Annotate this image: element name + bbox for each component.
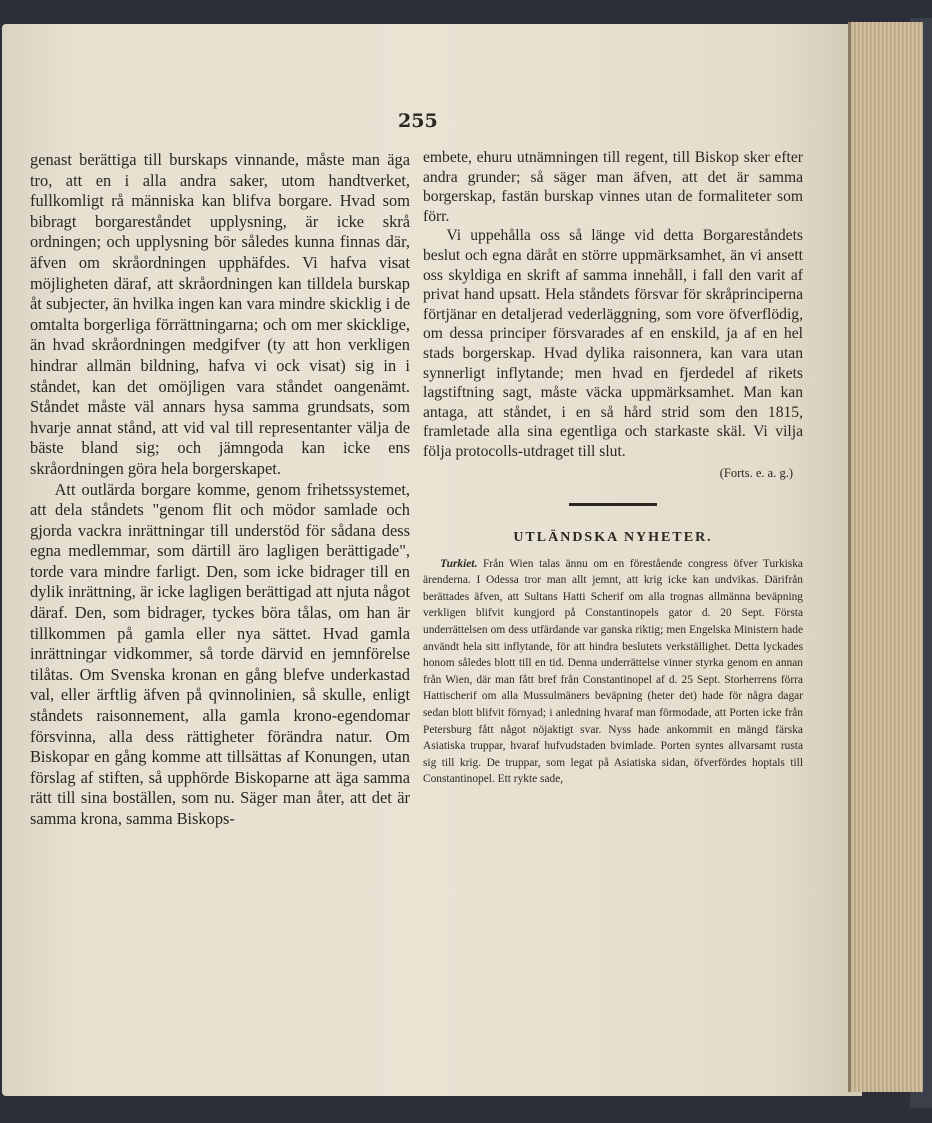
left-column bbox=[30, 150, 410, 830]
right-paragraph-1: embete, ehuru utnämningen till regent, till Biskop sker efter andra grunder; så säger man äfven, att det är samma borgerskap, fastän burskap vinnes utan de formaliteter som förr. bbox=[423, 149, 803, 225]
news-place: Turkiet. bbox=[440, 557, 478, 570]
page-number: 255 bbox=[398, 110, 438, 132]
news-text: Från Wien talas ännu om en förestående congress öfver Turkiska ärenderna. I Odessa tror man allt jemnt, att krig icke kan undvikas. Därifrån berättades äfven, att Sultans Hatti Scherif om alla trognas allmänna beväpning verkligen blifvit kungjord på Constantinopels gator d. 20 Sept. Första underrättelsen om dess utfärdande var ganska riktig; men Engelska Ministern hade användt hela sitt inflytande, för att hindra beslutets verkställighet. Detta lyckades honom således blott till en tid. Denna underrättelse vinner styrka genom en annan från Wien, där man fått bref från Constantinopel af d. 25 Sept. Storherrens förra Hattischerif om alla Mussulmäners beväpning (heter det) hade för några dagar sedan blott blifvit förnyad; i anledning hvaraf man förmodade, att Porten icke från Petersburg fått något nöjaktigt svar. Nyss hade ankommit en mängd färska Asiatiska truppar, hvaraf hufvudstaden bvimlade. Porten syntes allvarsamt rusta sig till krig. De truppar, som legat på Asiatiska sidan, öfverfördes hoptals till Constantinopel. Ett rykte sade, bbox=[423, 557, 803, 786]
news-paragraph bbox=[423, 556, 803, 788]
page-edges bbox=[848, 22, 923, 1092]
news-section bbox=[423, 556, 803, 788]
right-paragraph-2: Vi uppehålla oss så länge vid detta Borgareståndets beslut och egna däråt en större uppmärksamhet, än vi ansett oss skyldiga en skrift af samma innehåll, i fall den varit af privat hand upsatt. Hela ståndets försvar för skråprinciperna förtjänar en detaljerad vederläggning, som vore öfverflödig, om dessa principer försvarades af en enskild, ja af en hel stads borgerskap. Hvad dylika raisonnera, kan vara utan synnerligt inflytande; men hvad en fjerdedel af rikets lagstiftning sagt, måste väcka uppmärksamhet. Man kan antaga, att ståndet, i en så hård strid som den 1815, framletade alla sina egentliga och starkaste skäl. Vi vilja följa protocolls-utdraget till slut. bbox=[423, 227, 803, 460]
right-column bbox=[423, 148, 803, 788]
left-paragraph-1: genast berättiga till burskaps vinnande, måste man äga tro, att en i alla andra saker, utom handtverket, fullkomligt rå människa kan blifva borgare. Hvad som bibragt borgareståndet upplysning, är icke skrå ordningen; och upplysning bör således kunna finnas där, äfven om skråordningen upphäfdes. Vi hafva visat möjligheten däraf, att skråordningen kan tilldela burskap åt subjecter, än hvilka ingen kan vara mindre skicklig i de omtalta borgerliga förrättningarna; och om mer skicklige, än hvad skråordningen medgifver (ty att hon verkligen hindrar allmän bildning, hafva vi ock visat) sig in i ståndet, kan det omöjligen vara ståndet oangenämt. Ståndet måste väl annars hysa samma grundsats, som hvarje annat stånd, att vid val till representanter välja de bäste bland sig; och jämngoda kan icke ens skråordningen göra hela borgerskapet. bbox=[30, 150, 410, 478]
continued-note: (Forts. e. a. g.) bbox=[719, 465, 793, 480]
left-paragraph-2: Att outlärda borgare komme, genom frihetssystemet, att dela ståndets "genom flit och mödor samlade och gjorda vackra inrättningar till understöd för sådana dess egna medlemmar, som därtill äro lagligen berättigade", torde vara mindre farligt. Den, som icke bidrager till en dylik inrättning, är icke lagligen berättigad att njuta något däraf. Den, som bidrager, tyckes böra tålas, om han är tillkommen på gamla eller nya sättet. Hvad gamla inrättningar vidkommer, så torde därvid en jemnförelse tilåtas. Om Svenska kronan en gång blefve underkastad val, eller ärftlig äfven på qvinnolinien, så skulle, enligt ståndets raisonnement, alla gamla krono-egendomar försvinna, alla dess rättigheter förändra natur. Om Biskopar en gång komme att tillsättas af Konungen, utan förslag af stiften, så upphörde Biskoparne att äga samma rätt till sina boställen, som nu. Säger man åter, att det är samma krona, samma Biskops- bbox=[30, 479, 410, 828]
news-heading: UTLÄNDSKA NYHETER. bbox=[513, 530, 713, 546]
section-divider bbox=[569, 503, 657, 506]
